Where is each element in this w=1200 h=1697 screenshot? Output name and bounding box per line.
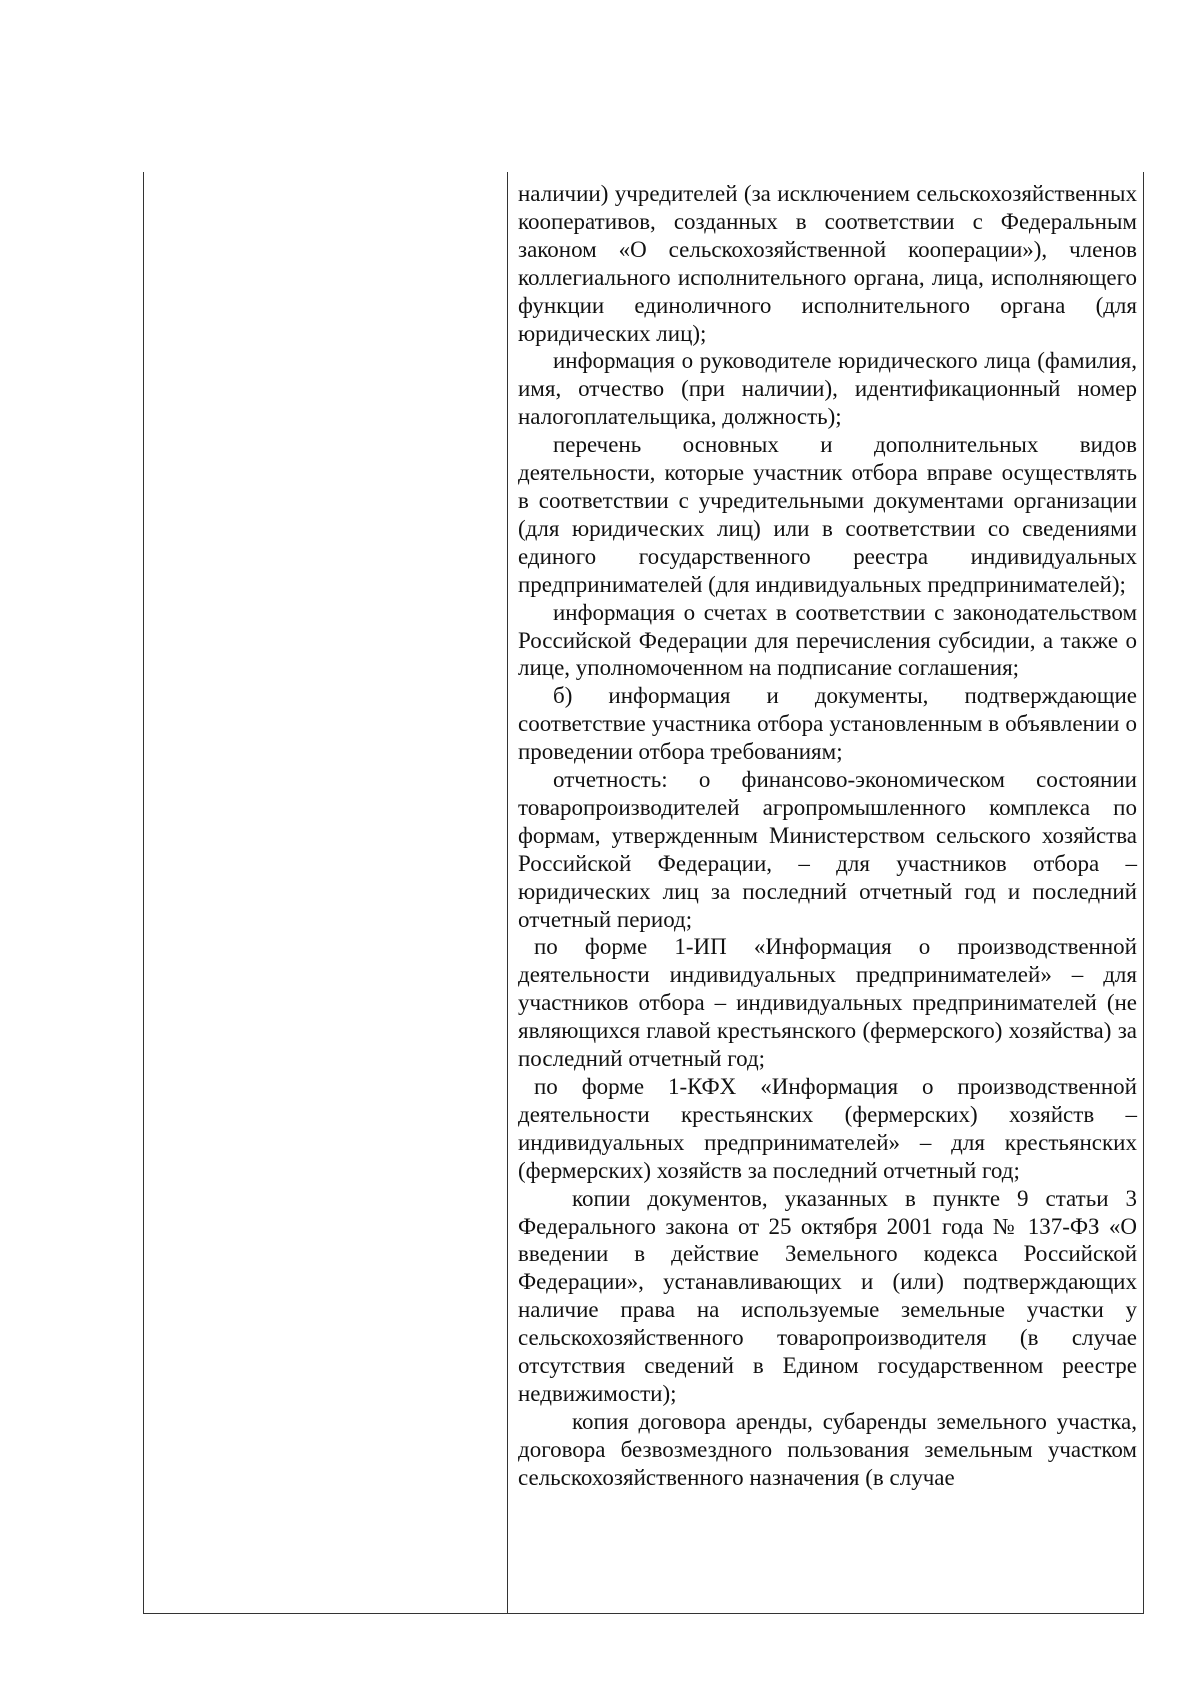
paragraph-b-documents: б) информация и документы, подтверждающие соответствие участника отбора установленным в объявлении о проведении отбора требованиям; xyxy=(518,683,1137,765)
document-table xyxy=(143,172,1144,1614)
paragraph-accounts: информация о счетах в соответствии с законодательством Российской Федерации для перечисления субсидии, а также о лице, уполномоченном на подписание соглашения; xyxy=(518,599,1137,681)
column-divider xyxy=(507,172,508,1613)
right-column-text xyxy=(518,180,1137,1492)
paragraph-land-documents: копии документов, указанных в пункте 9 статьи 3 Федерального закона от 25 октября 2001 года № 137-ФЗ «О введении в действие Земельного кодекса Российской Федерации», устанавливающих и (или) подтверждающих наличие права на используемые земельные участки у сельскохозяйственного товаропроизводителя (в случае отсутствия сведений в Едином государственном реестре недвижимости); xyxy=(518,1185,1137,1406)
paragraph-reporting: отчетность: о финансово-экономическом состоянии товаропроизводителей агропромышленного комплекса по формам, утвержденным Министерством сельского хозяйства Российской Федерации, – для участников отбора – юридических лиц за последний отчетный год и последний отчетный период; xyxy=(518,767,1137,932)
paragraph-founders: наличии) учредителей (за исключением сельскохозяйственных кооперативов, созданных в соответствии с Федеральным законом «О сельскохозяйственной кооперации»), членов коллегиального исполнительного органа, лица, исполняющего функции единоличного исполнительного органа (для юридических лиц); xyxy=(518,181,1137,346)
paragraph-activities: перечень основных и дополнительных видов деятельности, которые участник отбора вправе осуществлять в соответствии с учредительными документами организации (для юридических лиц) или в соответствии со сведениями единого государственного реестра индивидуальных предпринимателей (для индивидуальных предпринимателей); xyxy=(518,432,1137,597)
paragraph-head-info: информация о руководителе юридического лица (фамилия, имя, отчество (при наличии), идентификационный номер налогоплательщика, должность); xyxy=(518,348,1137,430)
paragraph-form-1kfh: по форме 1-КФХ «Информация о производственной деятельности крестьянских (фермерских) хозяйств – индивидуальных предпринимателей» – для крестьянских (фермерских) хозяйств за последний отчетный год; xyxy=(518,1074,1137,1183)
paragraph-form-1ip: по форме 1-ИП «Информация о производственной деятельности индивидуальных предпринимателей» – для участников отбора – индивидуальных предпринимателей (не являющихся главой крестьянского (фермерского) хозяйства) за последний отчетный год; xyxy=(518,934,1137,1072)
paragraph-lease-contract: копия договора аренды, субаренды земельного участка, договора безвозмездного пользования земельным участком сельскохозяйственного назначения (в случае xyxy=(518,1408,1137,1490)
